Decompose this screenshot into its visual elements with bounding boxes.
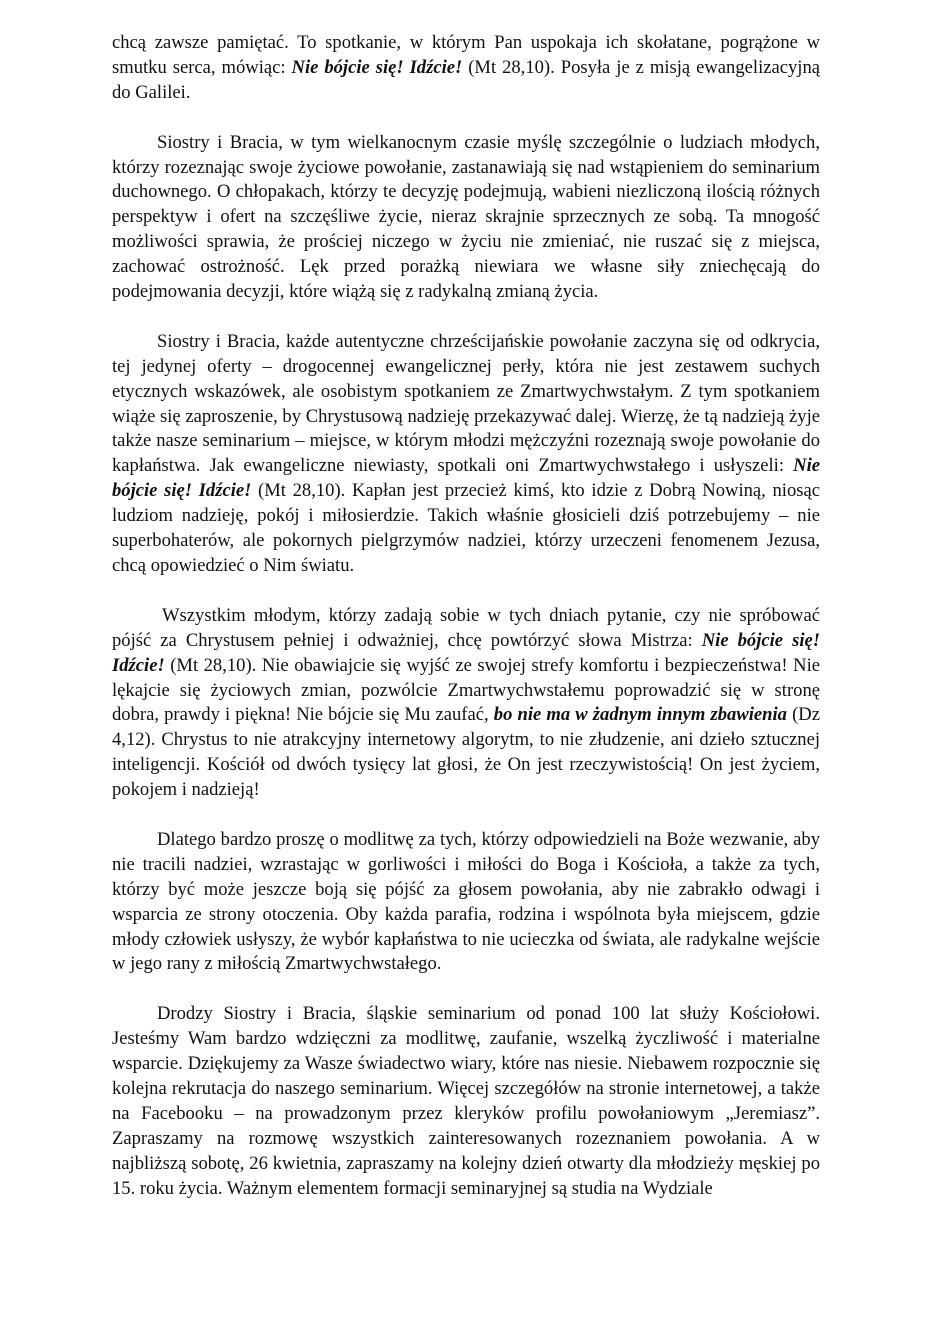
paragraph-vocation: [112, 330, 820, 579]
text-run: (Mt 28,10). Kapłan jest przecież kimś, kto idzie z Dobrą Nowiną, niosąc ludziom nadzieję, pokój i miłosierdzie. Takich właśnie głosicieli dziś potrzebujemy – nie superbohaterów, ale pokornych pielgrzymów nadziei, którzy urzeczeni fenomenem Jezusa, chcą opowiedzieć o Nim światu.: [112, 480, 820, 576]
emphasis-quote: Nie bójcie się! Idźcie!: [291, 56, 463, 78]
text-run: chcą zawsze pamiętać. To spotkanie, w którym Pan uspokaja ich skołatane, pogrążone w smutku serca, mówiąc:: [112, 32, 820, 78]
text-run: Dlatego bardzo proszę o modlitwę za tych, którzy odpowiedzieli na Boże wezwanie, aby nie tracili nadziei, wzrastając w gorliwości i miłości do Boga i Kościoła, a także za tych, którzy być może jeszcze boją się pójść za głosem powołania, aby nie zabrakło odwagi i wsparcia ze strony otoczenia. Oby każda parafia, rodzina i wspólnota była miejscem, gdzie młody człowiek usłyszy, że wybór kapłaństwa to nie ucieczka od świata, ale radykalne wejście w jego rany z miłością Zmartwychwstałego.: [112, 828, 820, 975]
paragraph-seminary-info: [112, 1002, 820, 1201]
text-run: Siostry i Bracia, każde autentyczne chrześcijańskie powołanie zaczyna się od odkrycia, tej jedynej oferty – drogocennej ewangelicznej perły, która nie jest zestawem suchych etycznych wskazówek, ale osobistym spotkaniem ze Zmartwychwstałym. Z tym spotkaniem wiąże się zaproszenie, by Chrystusową nadzieję przekazywać dalej. Wierzę, że tą nadzieją żyje także nasze seminarium – miejsce, w którym młodzi mężczyźni rozeznają swoje powołanie do kapłaństwa. Jak ewangeliczne niewiasty, spotkali oni Zmartwychwstałego i usłyszeli:: [112, 330, 820, 477]
text-run: Wszystkim młodym, którzy zadają sobie w tych dniach pytanie, czy nie spróbować pójść za Chrystusem pełniej i odważniej, chcę powtórzyć słowa Mistrza:: [112, 604, 820, 651]
paragraph-young-people: [112, 131, 820, 305]
emphasis-quote: bo nie ma w żadnym innym zbawienia: [493, 704, 787, 726]
text-run: (Dz 4,12). Chrystus to nie atrakcyjny internetowy algorytm, to nie złudzenie, ani dzieło sztucznej inteligencji. Kościół od dwóch tysięcy lat głosi, że On jest rzeczywistością! On jest życiem, pokojem i nadzieją!: [112, 704, 820, 801]
paragraph-prayer-request: [112, 828, 820, 977]
paragraph-appeal: [112, 604, 820, 803]
text-run: (Mt 28,10). Nie obawiajcie się wyjść ze swojej strefy komfortu i bezpieczeństwa! Nie lękajcie się życiowych zmian, pozwólcie Zmartwychwstałemu poprowadzić się w stronę dobra, prawdy i piękna! Nie bójcie się Mu zaufać,: [112, 654, 820, 726]
document-page: [112, 31, 820, 1226]
text-run: (Mt 28,10). Posyła je z misją ewangelizacyjną do Galilei.: [112, 56, 821, 103]
text-run: Siostry i Bracia, w tym wielkanocnym czasie myślę szczególnie o ludziach młodych, którzy rozeznając swoje życiowe powołanie, zastanawiają się nad wstąpieniem do seminarium duchownego. O chłopakach, którzy te decyzję podejmują, wabieni niezliczoną ilością różnych perspektyw i ofert na szczęśliwe życie, nieraz skrajnie sprzecznych ze sobą. Ta mnogość możliwości sprawia, że prościej niczego w życiu nie zmieniać, nie ruszać się z miejsca, zachować ostrożność. Lęk przed porażką niewiara we własne siły zniechęcają do podejmowania decyzji, które wiążą się z radykalną zmianą życia.: [112, 131, 820, 303]
text-run: Drodzy Siostry i Bracia, śląskie seminarium od ponad 100 lat służy Kościołowi. Jesteśmy Wam bardzo wdzięczni za modlitwę, zaufanie, wszelką życzliwość i materialne wsparcie. Dziękujemy za Wasze świadectwo wiary, które nas niesie. Niebawem rozpocznie się kolejna rekrutacja do naszego seminarium. Więcej szczegółów na stronie internetowej, a także na Facebooku – na prowadzonym przez kleryków profilu powołaniowym „Jeremiasz”. Zapraszamy na rozmowę wszystkich zainteresowanych rozeznaniem powołania. A w najbliższą sobotę, 26 kwietnia, zapraszamy na kolejny dzień otwarty dla młodzieży męskiej po 15. roku życia. Ważnym elementem formacji seminaryjnej są studia na Wydziale: [112, 1003, 820, 1199]
paragraph-continuation: [112, 31, 820, 106]
emphasis-quote: Nie bójcie się! Idźcie!: [112, 455, 820, 502]
emphasis-quote: Nie bójcie się! Idźcie!: [112, 629, 820, 676]
